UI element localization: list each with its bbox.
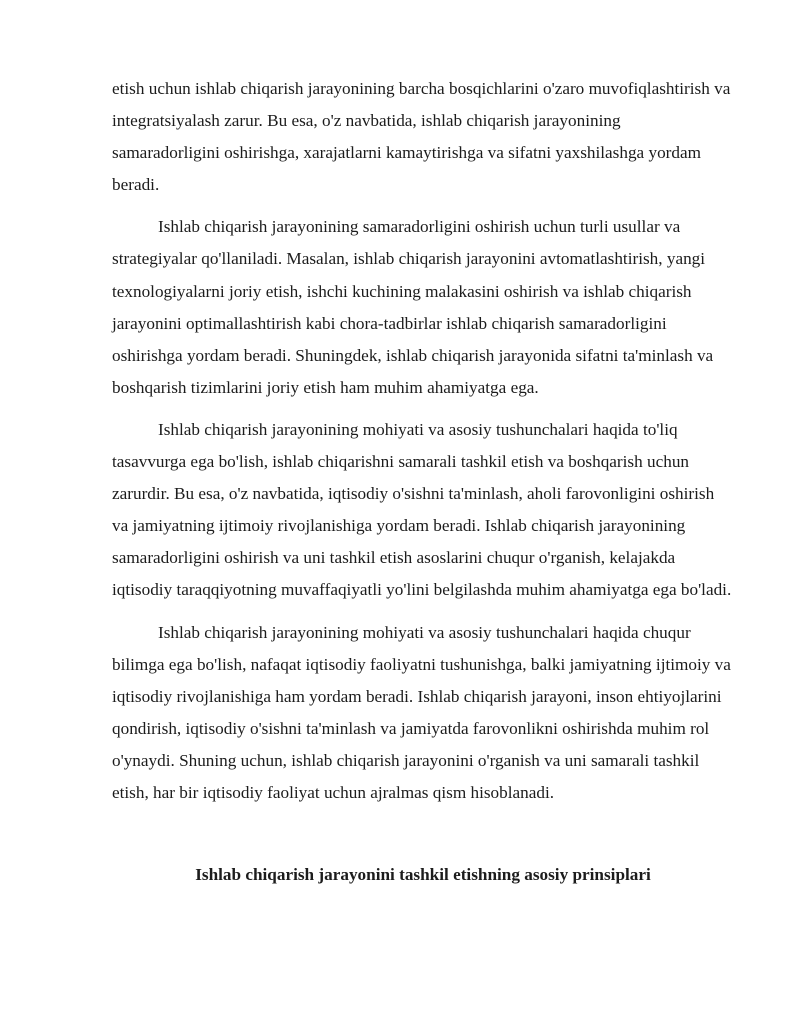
paragraph-efficiency-methods: Ishlab chiqarish jarayonining samaradorligini oshirish uchun turli usullar va strategiyalar qo'llaniladi. Masalan, ishlab chiqarish jarayonini avtomatlashtirish, yangi texnologiyalarni joriy etish, ishchi kuchining malakasini oshirish va ishlab chiqarish jarayonini optimallashtirish kabi chora-tadbirlar ishlab chiqarish samaradorligini oshirishga yordam beradi. Shuningdek, ishlab chiqarish jarayonida sifatni ta'minlash va boshqarish tizimlarini joriy etish ham muhim ahamiyatga ega. [112,217,714,397]
section-heading: Ishlab chiqarish jarayonini tashkil etishning asosiy prinsiplari [195,865,651,885]
paragraph-continuation: etish uchun ishlab chiqarish jarayonining barcha bosqichlarini o'zaro muvofiqlashtirish va integratsiyalash zarur. Bu esa, o'z navbatida, ishlab chiqarish jarayonining samaradorligini oshirishga, xarajatlarni kamaytirishga va sifatni yaxshilashga yordam beradi. [112,79,731,195]
paragraph-essence-concepts: Ishlab chiqarish jarayonining mohiyati va asosiy tushunchalari haqida to'liq tasavvurga ega bo'lish, ishlab chiqarishni samarali tashkil etish va boshqarish uchun zarurdir. Bu esa, o'z navbatida, iqtisodiy o'sishni ta'minlash, aholi farovonligini oshirish va jamiyatning ijtimoiy rivojlanishiga yordam beradi. Ishlab chiqarish jarayonining samaradorligini oshirish va uni tashkil etish asoslarini chuqur o'rganish, kelajakda iqtisodiy taraqqiyotning muvaffaqiyatli yo'lini belgilashda muhim ahamiyatga ega bo'ladi. [112,419,732,600]
paragraph-knowledge-importance: Ishlab chiqarish jarayonining mohiyati va asosiy tushunchalari haqida chuqur bilimga ega bo'lish, nafaqat iqtisodiy faoliyatni tushunishga, balki jamiyatning ijtimoiy va iqtisodiy rivojlanishiga ham yordam beradi. Ishlab chiqarish jarayoni, inson ehtiyojlarini qondirish, iqtisodiy o'sishni ta'minlash va jamiyatda farovonlikni oshirishda muhim rol o'ynaydi. Shuning uchun, ishlab chiqarish jarayonini o'rganish va uni samarali tashkil etish, har bir iqtisodiy faoliyat uchun ajralmas qism hisoblanadi. [112,622,731,802]
